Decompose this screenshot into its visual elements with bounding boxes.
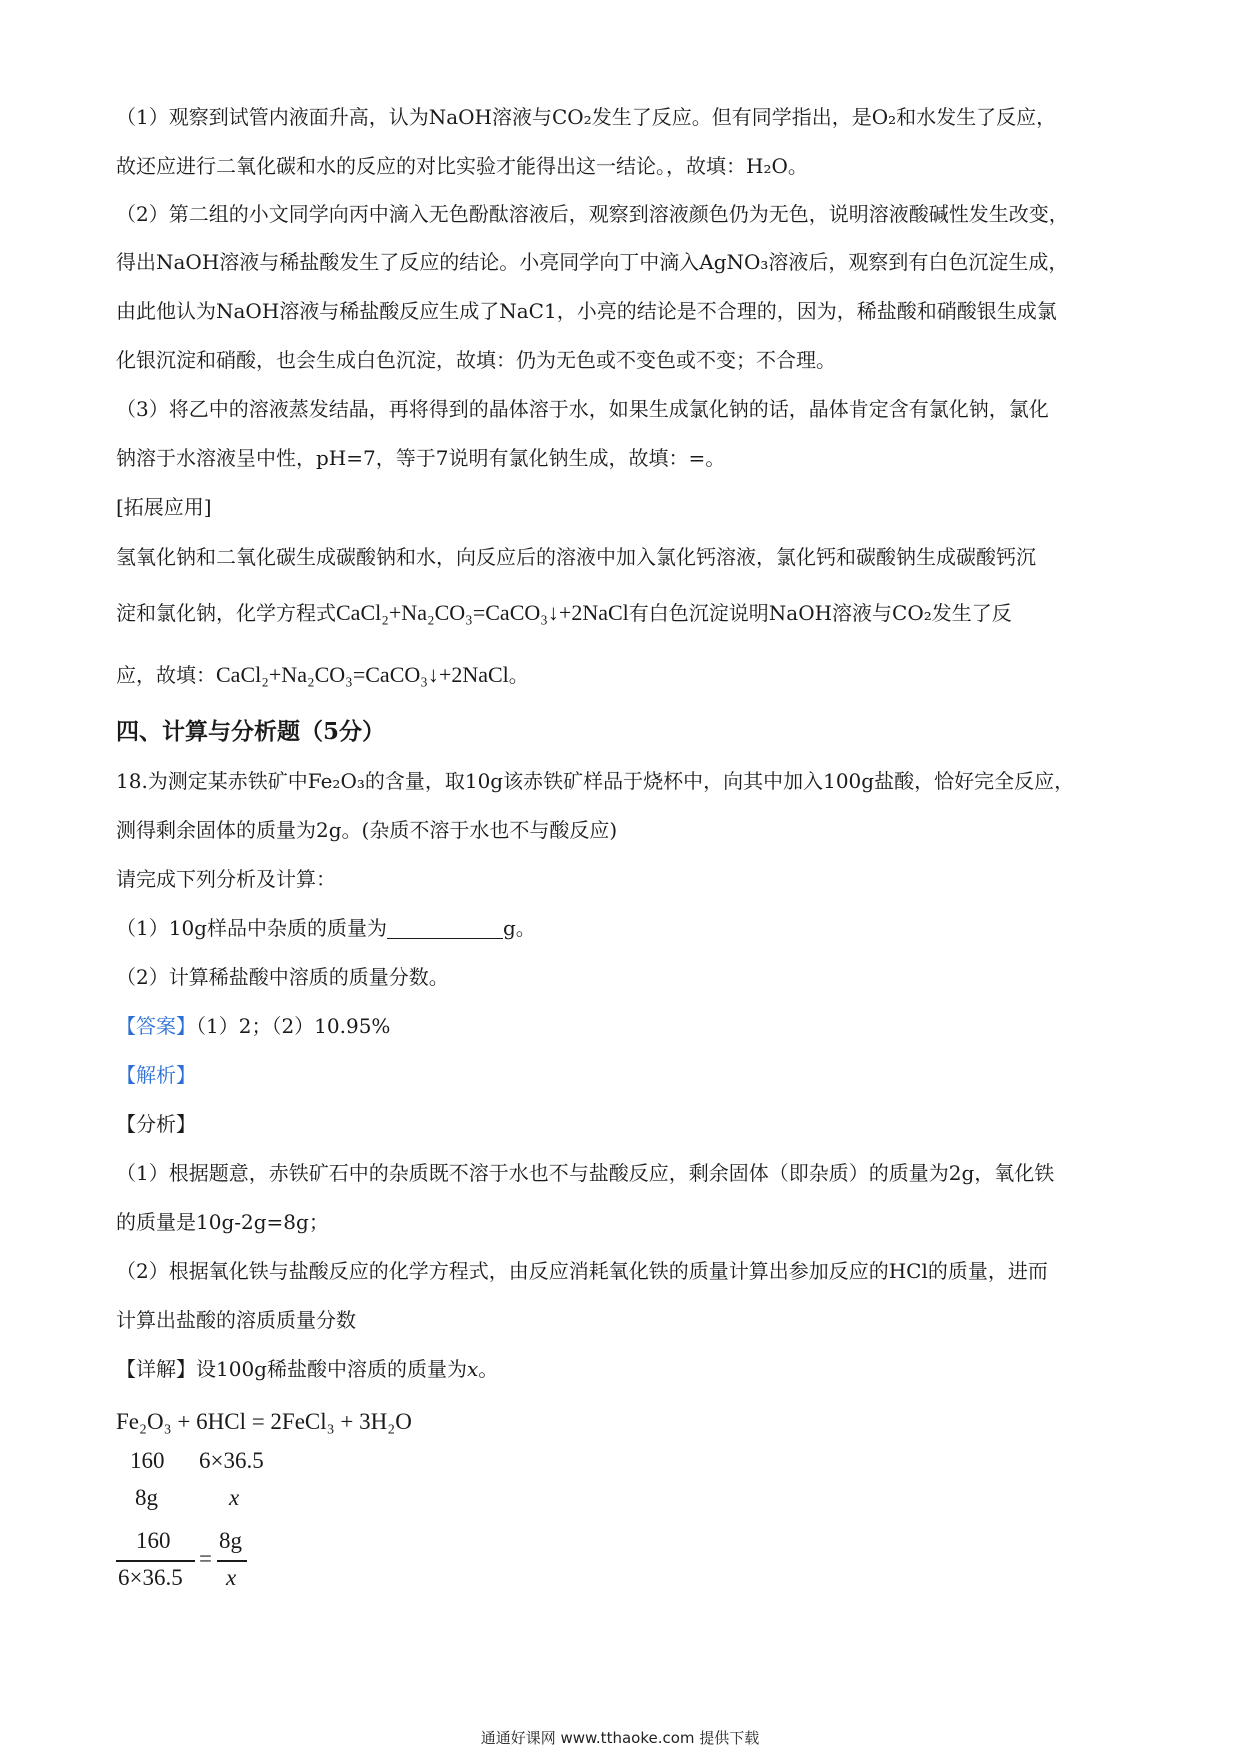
analysis-line: 得出NaOH溶液与稀盐酸发生了反应的结论。小亮同学向丁中滴入AgNO₃溶液后，观察到有白色沉淀生成， [116, 250, 1069, 274]
calc-equation: Fe₂O₃ + 6HCl = 2FeCl₃ + 3H₂O [116, 1409, 412, 1434]
extension-line-equation [116, 598, 1126, 628]
fraction-2-bar [217, 1560, 247, 1562]
analysis2-line: 计算出盐酸的溶质质量分数 [116, 1308, 356, 1332]
analysis-line: （2）第二组的小文同学向丙中滴入无色酚酞溶液后，观察到溶液颜色仍为无色，说明溶液酸碱性发生改变， [116, 202, 1069, 226]
answer-line [116, 1011, 1126, 1041]
detail-text: 设100g稀盐酸中溶质的质量为 [196, 1357, 467, 1381]
extension-text: 有白色沉淀说明NaOH溶液与CO₂发生了反 [628, 601, 1012, 625]
fraction-1-numerator: 160 [136, 1528, 171, 1553]
analysis-line: 化银沉淀和硝酸，也会生成白色沉淀，故填：仍为无色或不变色或不变；不合理。 [116, 348, 836, 372]
calc-given-mass: 8g [135, 1485, 158, 1510]
answer-text: （1）2；（2）10.95% [196, 1014, 391, 1038]
fraction-1-denominator: 6×36.5 [118, 1565, 183, 1590]
question-text: 18.为测定某赤铁矿中Fe₂O₃的含量，取10g该赤铁矿样品于烧杯中，向其中加入100g盐酸，恰好完全反应， [116, 769, 1075, 793]
analysis-line: （3）将乙中的溶液蒸发结晶，再将得到的晶体溶于水，如果生成氯化钠的话，晶体肯定含有氯化钠，氯化 [116, 397, 1049, 421]
analysis-line: （1）观察到试管内液面升高，认为NaOH溶液与CO₂发生了反应。但有同学指出，是O₂和水发生了反应， [116, 105, 1057, 129]
analysis-line: 故还应进行二氧化碳和水的反应的对比实验才能得出这一结论。，故填：H₂O。 [116, 154, 808, 178]
detail-variable: x [466, 1357, 479, 1381]
analysis2-line: 的质量是10g-2g=8g； [116, 1210, 329, 1234]
footer-watermark: 通通好课网 www.tthaoke.com 提供下载 [480, 1729, 760, 1747]
calc-unknown: x [229, 1485, 240, 1510]
question-instruction: 请完成下列分析及计算： [116, 867, 336, 891]
question-part-1 [116, 913, 1126, 943]
answer-blank [387, 916, 503, 939]
detail-label: 【详解】 [116, 1357, 196, 1381]
question-part-1-unit: g。 [502, 916, 536, 940]
analysis2-line: （2）根据氧化铁与盐酸反应的化学方程式，由反应消耗氧化铁的质量计算出参加反应的HCl的质量，进而 [116, 1259, 1048, 1283]
chemical-equation: CaCl₂+Na₂CO₃=CaCO₃↓+2NaCl [216, 662, 509, 687]
analysis-line: 钠溶于水溶液呈中性，pH=7，等于7说明有氯化钠生成，故填：=。 [116, 446, 726, 470]
detail-line [116, 1354, 1126, 1384]
calc-mass-hcl: 6×36.5 [199, 1448, 264, 1473]
question-part-2: （2）计算稀盐酸中溶质的质量分数。 [116, 965, 449, 989]
equals-sign: = [199, 1546, 212, 1571]
explanation-label: 【解析】 [116, 1063, 196, 1087]
answer-label: 【答案】 [116, 1014, 196, 1038]
extension-line: 氢氧化钠和二氧化碳生成碳酸钠和水，向反应后的溶液中加入氯化钙溶液，氯化钙和碳酸钠生成碳酸钙沉 [116, 545, 1036, 569]
fraction-1-bar [116, 1560, 195, 1562]
extension-text: 淀和氯化钠，化学方程式 [116, 601, 336, 625]
chemical-equation: CaCl₂+Na₂CO₃=CaCO₃↓+2NaCl [336, 600, 629, 625]
extension-text: 。 [508, 663, 529, 687]
fraction-2-denominator: x [226, 1565, 237, 1590]
calc-mass-fe2o3: 160 [130, 1448, 165, 1473]
extension-heading: [拓展应用] [116, 495, 212, 519]
analysis2-line: （1）根据题意，赤铁矿石中的杂质既不溶于水也不与盐酸反应，剩余固体（即杂质）的质量为2g，氧化铁 [116, 1161, 1055, 1185]
question-text: 测得剩余固体的质量为2g。(杂质不溶于水也不与酸反应) [116, 818, 618, 842]
fraction-2-numerator: 8g [219, 1528, 242, 1553]
extension-line-answer [116, 660, 1126, 690]
extension-text: 应，故填： [116, 663, 216, 687]
detail-end: 。 [478, 1357, 499, 1381]
question-part-1-text: （1）10g样品中杂质的质量为 [116, 916, 387, 940]
analysis-line: 由此他认为NaOH溶液与稀盐酸反应生成了NaC1，小亮的结论是不合理的，因为，稀盐酸和硝酸银生成氯 [116, 299, 1057, 323]
analysis-label: 【分析】 [116, 1112, 196, 1136]
section-heading: 四、计算与分析题（5分） [116, 718, 386, 745]
